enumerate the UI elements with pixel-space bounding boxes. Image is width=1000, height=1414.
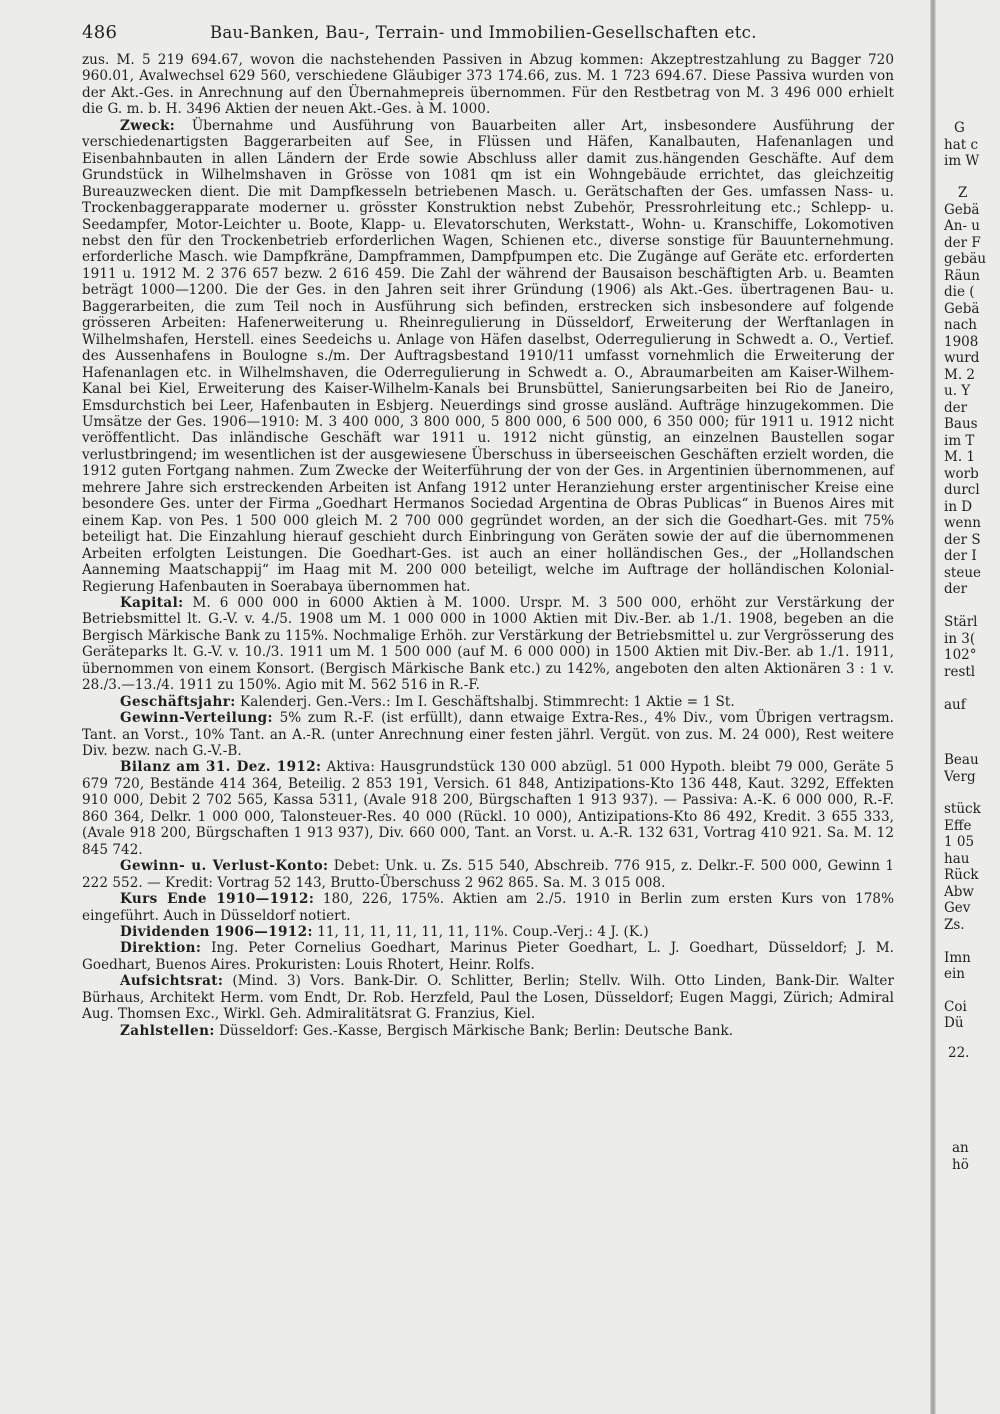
fragment-line: der xyxy=(944,400,968,416)
section-text: Debet: Unk. u. Zs. 515 540, Abschreib. 776 915, z. Delkr.-F. 500 000, Gewinn 1 222 552. — Kredit: Vortrag 52 143, Brutto-Überschuss 2 962 865. Sa. M. 3 015 008. xyxy=(82,858,895,891)
fragment-line: Gebä xyxy=(944,202,980,218)
section-text: Aktiva: Hausgrundstück 130 000 abzügl. 51 000 Hypoth. bleibt 79 000, Geräte 5 679 720, Bestände 414 364, Beteilig. 2 853 191, Versich. 61 848, Antizipations-Kto 136 448, Kaut. 3292, Effekten 910 000, Debit 2 702 565, Kassa 5311, (Avale 918 200, Bürgschaften 1 913 937). — Passiva: A.-K. 6 000 000, R.-F. 860 364, Delkr. 1 000 000, Talonsteuer-Res. 40 000 (Rückl. 10 000), Antizipations-Kto 86 492, Kredit. 3 655 333, (Avale 918 200, Bürgschaften 1 913 937), Div. 660 000, Tant. an Vorst. u. A.-R. 132 631, Vortrag 410 921. Sa. M. 12 845 742. xyxy=(82,759,895,858)
section-text: Düsseldorf: Ges.-Kasse, Bergisch Märkische Bank; Berlin: Deutsche Bank. xyxy=(219,1022,734,1039)
fragment-line: Rück xyxy=(944,867,979,883)
entry-paragraph xyxy=(82,118,894,595)
fragment-line: 1908 xyxy=(944,334,979,350)
fragment-line: der xyxy=(944,581,968,597)
fragment-line: worb xyxy=(944,466,979,482)
section-text: Kalenderj. Gen.-Vers.: Im I. Geschäftshalbj. Stimmrecht: 1 Aktie = 1 St. xyxy=(240,693,735,710)
fragment-line: Coi xyxy=(944,999,967,1015)
section-label: Gewinn-Verteilung: xyxy=(120,710,273,727)
entry-paragraph xyxy=(82,973,894,1022)
fragment-line: Stärl xyxy=(944,614,978,630)
fragment-line: M. 2 xyxy=(944,367,975,383)
fragment-line: auf xyxy=(944,697,966,713)
section-text: 11, 11, 11, 11, 11, 11, 11%. Coup.-Verj.: 4 J. (K.) xyxy=(317,924,649,941)
fragment-line: Baus xyxy=(944,416,978,432)
fragment-line: steue xyxy=(944,565,982,581)
entry-paragraph xyxy=(82,924,894,940)
page-number: 486 xyxy=(82,22,118,43)
section-text: M. 6 000 000 in 6000 Aktien à M. 1000. Urspr. M. 3 500 000, erhöht zur Verstärkung der Betriebsmittel lt. G.-V. v. 4./5. 1908 um M. 1 000 000 in 1000 Aktien mit Div.-Ber. ab 1./1. 1908, begeben an die Bergisch Märkische Bank zu 115%. Nochmalige Erhöh. zur Verstärkung der Betriebsmittel u. zur Vergrösserung des Geräteparks lt. G.-V. v. 10./3. 1911 um M. 1 500 000 (auf M. 6 000 000) in 1500 Aktien mit Div.-Ber. ab 1./1. 1911, übernommen von einem Konsort. (Bergisch Märkische Bank etc.) zu 142%, angeboten den alten Aktionären 3 : 1 v. 28./3.—13./4. 1911 zu 150%. Agio mit M. 562 516 in R.-F. xyxy=(82,594,894,694)
section-text: 5% zum R.-F. (ist erfüllt), dann etwaige Extra-Res., 4% Div., vom Übrigen vertragsm. Tant. an Vorst., 10% Tant. an A.-R. (unter Anrechnung einer festen jährl. Vergüt. von zus. M. 24 000), Rest weitere Div. bezw. nach G.-V.-B. xyxy=(82,710,894,760)
entry-paragraph xyxy=(82,694,894,710)
section-text: zus. M. 5 219 694.67, wovon die nachstehenden Passiven in Abzug kommen: Akzeptrestzahlung zu Bagger 720 960.01, Avalwechsel 629 560, verschiedene Gläubiger 373 174.66, zus. M. 1 723 694.67. Diese Passiva wurden von der Akt.-Ges. in Anrechnung auf den Übernahmepreis übernommen. Für den Restbetrag von M. 3 496 000 erhielt die G. m. b. H. 3496 Aktien der neuen Akt.-Ges. à M. 1000. xyxy=(82,52,894,118)
section-label: Zweck: xyxy=(120,117,176,134)
fragment-line: 22. xyxy=(948,1045,970,1061)
fragment-line: M. 1 xyxy=(944,449,975,465)
section-text: (Mind. 3) Vors. Bank-Dir. O. Schlitter, Berlin; Stellv. Wilh. Otto Linden, Bank-Dir. Walter Bürhaus, Architekt Herm. vom Endt, Dr. Rob. Herzfeld, Paul the Losen, Düsseldorf; Eugen Maggi, Zürich; Admiral Aug. Thomsen Exc., Wirkl. Geh. Admiralitätsrat G. Franzius, Kiel. xyxy=(82,973,894,1023)
fragment-line: an xyxy=(952,1140,969,1156)
fragment-line: Gebä xyxy=(944,301,980,317)
fragment-line: restl xyxy=(944,664,976,680)
entry-paragraph xyxy=(82,759,894,858)
fragment-line: hau xyxy=(944,851,970,867)
section-label: Aufsichtsrat: xyxy=(120,973,224,990)
fragment-line: nach xyxy=(944,317,977,333)
fragment-line: stück xyxy=(944,801,981,817)
fragment-line: hat c xyxy=(944,137,979,153)
section-text: 180, 226, 175%. Aktien am 2./5. 1910 in Berlin zum ersten Kurs von 178% eingeführt. Auch in Düsseldorf notiert. xyxy=(82,891,895,924)
section-text: Übernahme und Ausführung von Bauarbeiten aller Art, insbesondere Ausführung der verschiedenartigsten Baggerarbeiten auf See, in Flüssen und Häfen, Kanalbauten, Hafenanlagen und Eisenbahnbauten in allen Ländern der Erde sowie Abschluss aller damit zus.hängenden Geschäfte. Auf dem Grundstück in Wilhelmshaven in Grösse von 1081 qm ist ein Wohngebäude errichtet, das gleichzeitig Bureauzwecken dient. Die mit Dampfkesseln betriebenen Masch. u. Gerätschaften der Ges. umfassen Nass- u. Trockenbaggerapparate moderner u. grösster Konstruktion nebst Zubehör, Pressrohrleitung etc.; Schlepp- u. Seedampfer, Motor-Leichter u. Boote, Klapp- u. Elevatorschuten, Werkstatt-, Wohn- u. Kranschiffe, Lokomotiven nebst den für den Trockenbetrieb erforderlichen Wagen, Schienen etc., diverse sonstige für Bauunternehmung. erforderliche Masch. wie Dampfkräne, Dampframmen, Dampfpumpen etc. Die Zugänge auf Geräte etc. erforderten 1911 u. 1912 M. 2 376 657 bezw. 2 616 459. Die Zahl der während der Bausaison beschäftigten Arb. u. Beamten beträgt 1000—1200. Die der Ges. in den Jahren seit ihrer Gründung (1906) als Akt.-Ges. übertragenen Bau- u. Baggerarbeiten, die zum Teil noch in Ausführung sich befinden, erstrecken sich insbesondere auf folgende grösseren Arbeiten: Hafenerweiterung u. Rheinregulierung in Düsseldorf, Erweiterung der Werftanlagen in Wilhelmshafen, Herstell. eines Seedeichs u. Anlage von Häfen daselbst, Oderregulierung in Schwedt a. O., Vertief. des Aussenhafens in Boulogne s./m. Der Auftragsbestand 1910/11 umfasst vornehmlich die Erweiterung der Hafenanlagen etc. in Wilhelmshaven, die Oderregulierung in Schwedt a. O., Abraumarbeiten am Kaiser-Wilhem-Kanal bei Kiel, Erweiterung des Kaiser-Wilhelm-Kanals bei Brunsbüttel, Sanierungsarbeiten bei Rio de Janeiro, Emsdurchstich bei Leer, Hafenbauten in Esbjerg. Neuerdings sind grosse ausländ. Aufträge hinzugekommen. Die Umsätze der Ges. 1906—1910: M. 3 400 000, 3 800 000, 5 800 000, 6 500 000, 6 350 000; für 1911 u. 1912 nicht veröffentlicht. Das inländische Geschäft war 1911 u. 1912 nicht günstig, an einzelnen Baustellen sogar verlustbringend; im wesentlichen ist der ausgewiesene Überschuss in überseeischen Geschäften erzielt worden, die 1912 guten Fortgang nahmen. Zum Zwecke der Weiterführung der von der Ges. in Argentinien übernommenen, auf mehrere Jahre sich erstreckenden Arbeiten ist Anfang 1912 unter Heranziehung erster argentinischer Kreise eine besondere Ges. unter der Firma „Goedhart Hermanos Sociedad Argentina de Obras Publicas“ in Buenos Aires mit einem Kap. von Pes. 1 500 000 gleich M. 2 700 000 gegründet worden, an der sich die Goedhart-Ges. mit 75% beteiligt hat. Die Einzahlung hierauf geschieht durch Einbringung von Geräten sowie der auf die übernommenen Arbeiten erfolgten Leistungen. Die Goedhart-Ges. ist auch an einer holländischen Ges., der „Hollandschen Aanneming Maatschappij“ im Haag mit M. 200 000 beteiligt, welche im Auftrage der holländischen Kolonial-Regierung Hafenbauten in Soerabaya übernommen hat. xyxy=(82,117,895,595)
running-title: Bau-Banken, Bau-, Terrain- und Immobilien-Gesellschaften etc. xyxy=(210,23,757,42)
fragment-line: im T xyxy=(944,433,975,449)
fragment-line: in 3( xyxy=(944,631,976,647)
main-column xyxy=(82,18,894,1039)
fragment-line: G xyxy=(954,120,965,136)
entry-paragraph xyxy=(82,858,894,891)
entry-paragraph xyxy=(82,52,894,118)
fragment-line: in D xyxy=(944,499,973,515)
entry-paragraph xyxy=(82,891,894,924)
fragment-line: Effe xyxy=(944,818,972,834)
fragment-line: 1 05 xyxy=(944,834,975,850)
entry-paragraph xyxy=(82,710,894,759)
fragment-line: 102° xyxy=(944,647,977,663)
fragment-line: gebäu xyxy=(944,251,987,267)
fragment-line: Z xyxy=(958,185,968,201)
fragment-line: Zs. xyxy=(944,917,965,933)
fragment-line: Räun xyxy=(944,268,980,284)
fragment-line: Dü xyxy=(944,1015,964,1031)
section-label: Geschäftsjahr: xyxy=(120,693,236,710)
section-label: Direktion: xyxy=(120,940,202,957)
fragment-line: hö xyxy=(952,1157,969,1173)
fragment-line: der I xyxy=(944,548,977,564)
entry-paragraph xyxy=(82,1023,894,1039)
entry-body xyxy=(82,52,894,1039)
fragment-line: die ( xyxy=(944,284,975,300)
section-label: Kapital: xyxy=(120,594,184,611)
fragment-line: Imn xyxy=(944,950,971,966)
entry-paragraph xyxy=(82,940,894,973)
fragment-line: durcl xyxy=(944,482,980,498)
section-label: Dividenden 1906—1912: xyxy=(120,924,313,941)
fragment-line: Beau xyxy=(944,752,979,768)
fragment-line: der F xyxy=(944,235,981,251)
page-header xyxy=(82,18,894,52)
section-text: Ing. Peter Cornelius Goedhart, Marinus Pieter Goedhart, L. J. Goedhart, Düsseldorf; J. M. Goedhart, Buenos Aires. Prokuristen: Louis Rhotert, Heinr. Rolfs. xyxy=(82,940,894,973)
section-label: Kurs Ende 1910—1912: xyxy=(120,891,315,908)
fragment-line: u. Y xyxy=(944,383,971,399)
adjacent-page-fragment xyxy=(944,0,1000,1414)
fragment-line: Abw xyxy=(944,884,974,900)
fragment-line: wurd xyxy=(944,350,980,366)
fragment-line: im W xyxy=(944,153,980,169)
section-label: Gewinn- u. Verlust-Konto: xyxy=(120,858,329,875)
fragment-line: wenn xyxy=(944,515,981,531)
entry-paragraph xyxy=(82,595,894,694)
section-label: Zahlstellen: xyxy=(120,1022,215,1039)
fragment-line: ein xyxy=(944,966,966,982)
book-gutter xyxy=(930,0,936,1414)
fragment-line: Gev xyxy=(944,900,971,916)
fragment-line: Verg xyxy=(944,769,976,785)
fragment-line: An- u xyxy=(944,218,980,234)
fragment-line: der S xyxy=(944,532,981,548)
section-label: Bilanz am 31. Dez. 1912: xyxy=(120,759,322,776)
